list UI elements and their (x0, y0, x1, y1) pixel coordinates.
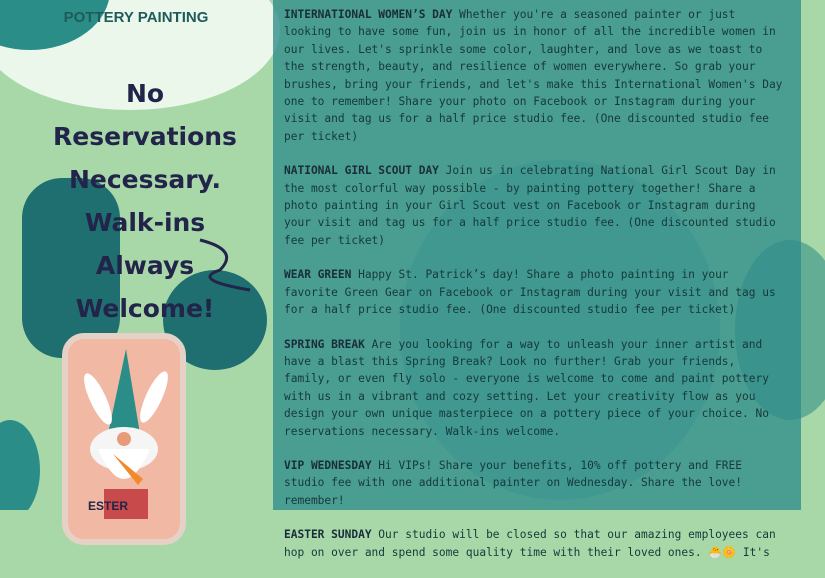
event-item (284, 336, 784, 440)
walkin-line: Walk-ins (84, 208, 206, 237)
event-title: EASTER SUNDAY (284, 528, 372, 542)
event-title: INTERNATIONAL WOMEN’S DAY (284, 8, 453, 21)
walkin-line: Welcome! (75, 294, 215, 323)
event-body: Whether you're a seasoned painter or just looking to have some fun, join us in honor of all the incredible women in our lives. Let's sprinkle some color, laughter, and love as we toast to the strength, beauty, and resilience of women everywhere. So grab your brushes, bring your friends, and let's make this International Women's Day one to remember! Share your photo on Facebook or Instagram during your visit and tag us for a half price studio fee. (One discounted studio fee per ticket) (284, 8, 783, 143)
event-body: Hi VIPs! Share your benefits, 10% off pottery and FREE studio fee with one additional painter on Wednesday. Share the love! remember! (284, 458, 743, 507)
event-body: Join us in celebrating National Girl Scout Day in the most colorful way possible - by painting pottery together! Share a photo painting in your Girl Scout vest on Facebook or Instagram during your visit and tag us for a half price studio fee. (One discounted studio fee per ticket) (284, 164, 776, 247)
event-body: Our studio will be closed so that our amazing employees can hop on over and spend some quality time with their loved ones. 🐣🌼 It's (284, 528, 776, 559)
event-title: SPRING BREAK (284, 337, 365, 351)
event-title: WEAR GREEN (284, 268, 352, 282)
walkin-message (40, 72, 250, 330)
walkin-line: Necessary. (68, 165, 222, 194)
events-list (284, 6, 784, 578)
event-body: Are you looking for a way to unleash your inner artist and have a blast this Spring Break? Look no further! Grab your friends, family, or even fly solo - everyone is welcome to come and paint pottery with us in a vibrant and cozy setting. Let your creativity flow as you design your own unique masterpiece on a pottery piece of your choice. No reservations necessary. Walk-ins welcome. (284, 337, 769, 438)
gnome-illustration (68, 339, 180, 519)
event-item (284, 6, 784, 145)
event-item (284, 457, 784, 509)
event-title: NATIONAL GIRL SCOUT DAY (284, 164, 439, 178)
event-item (284, 266, 784, 318)
event-title: VIP WEDNESDAY (284, 458, 372, 472)
tile-text: ESTER (88, 499, 129, 513)
event-body: Happy St. Patrick’s day! Share a photo painting in your favorite Green Gear on Facebook or Instagram during your visit and tag us for a half price studio fee. (One discounted studio fee per ticket) (284, 268, 776, 317)
walkin-line: Always (95, 251, 195, 280)
walkin-line: Reservations (53, 122, 237, 151)
walkin-line: No (125, 79, 165, 108)
easter-gnome-tile (62, 333, 186, 545)
brand-title: POTTERY PAINTING (63, 9, 209, 26)
event-item (284, 526, 784, 561)
event-item (284, 162, 784, 249)
